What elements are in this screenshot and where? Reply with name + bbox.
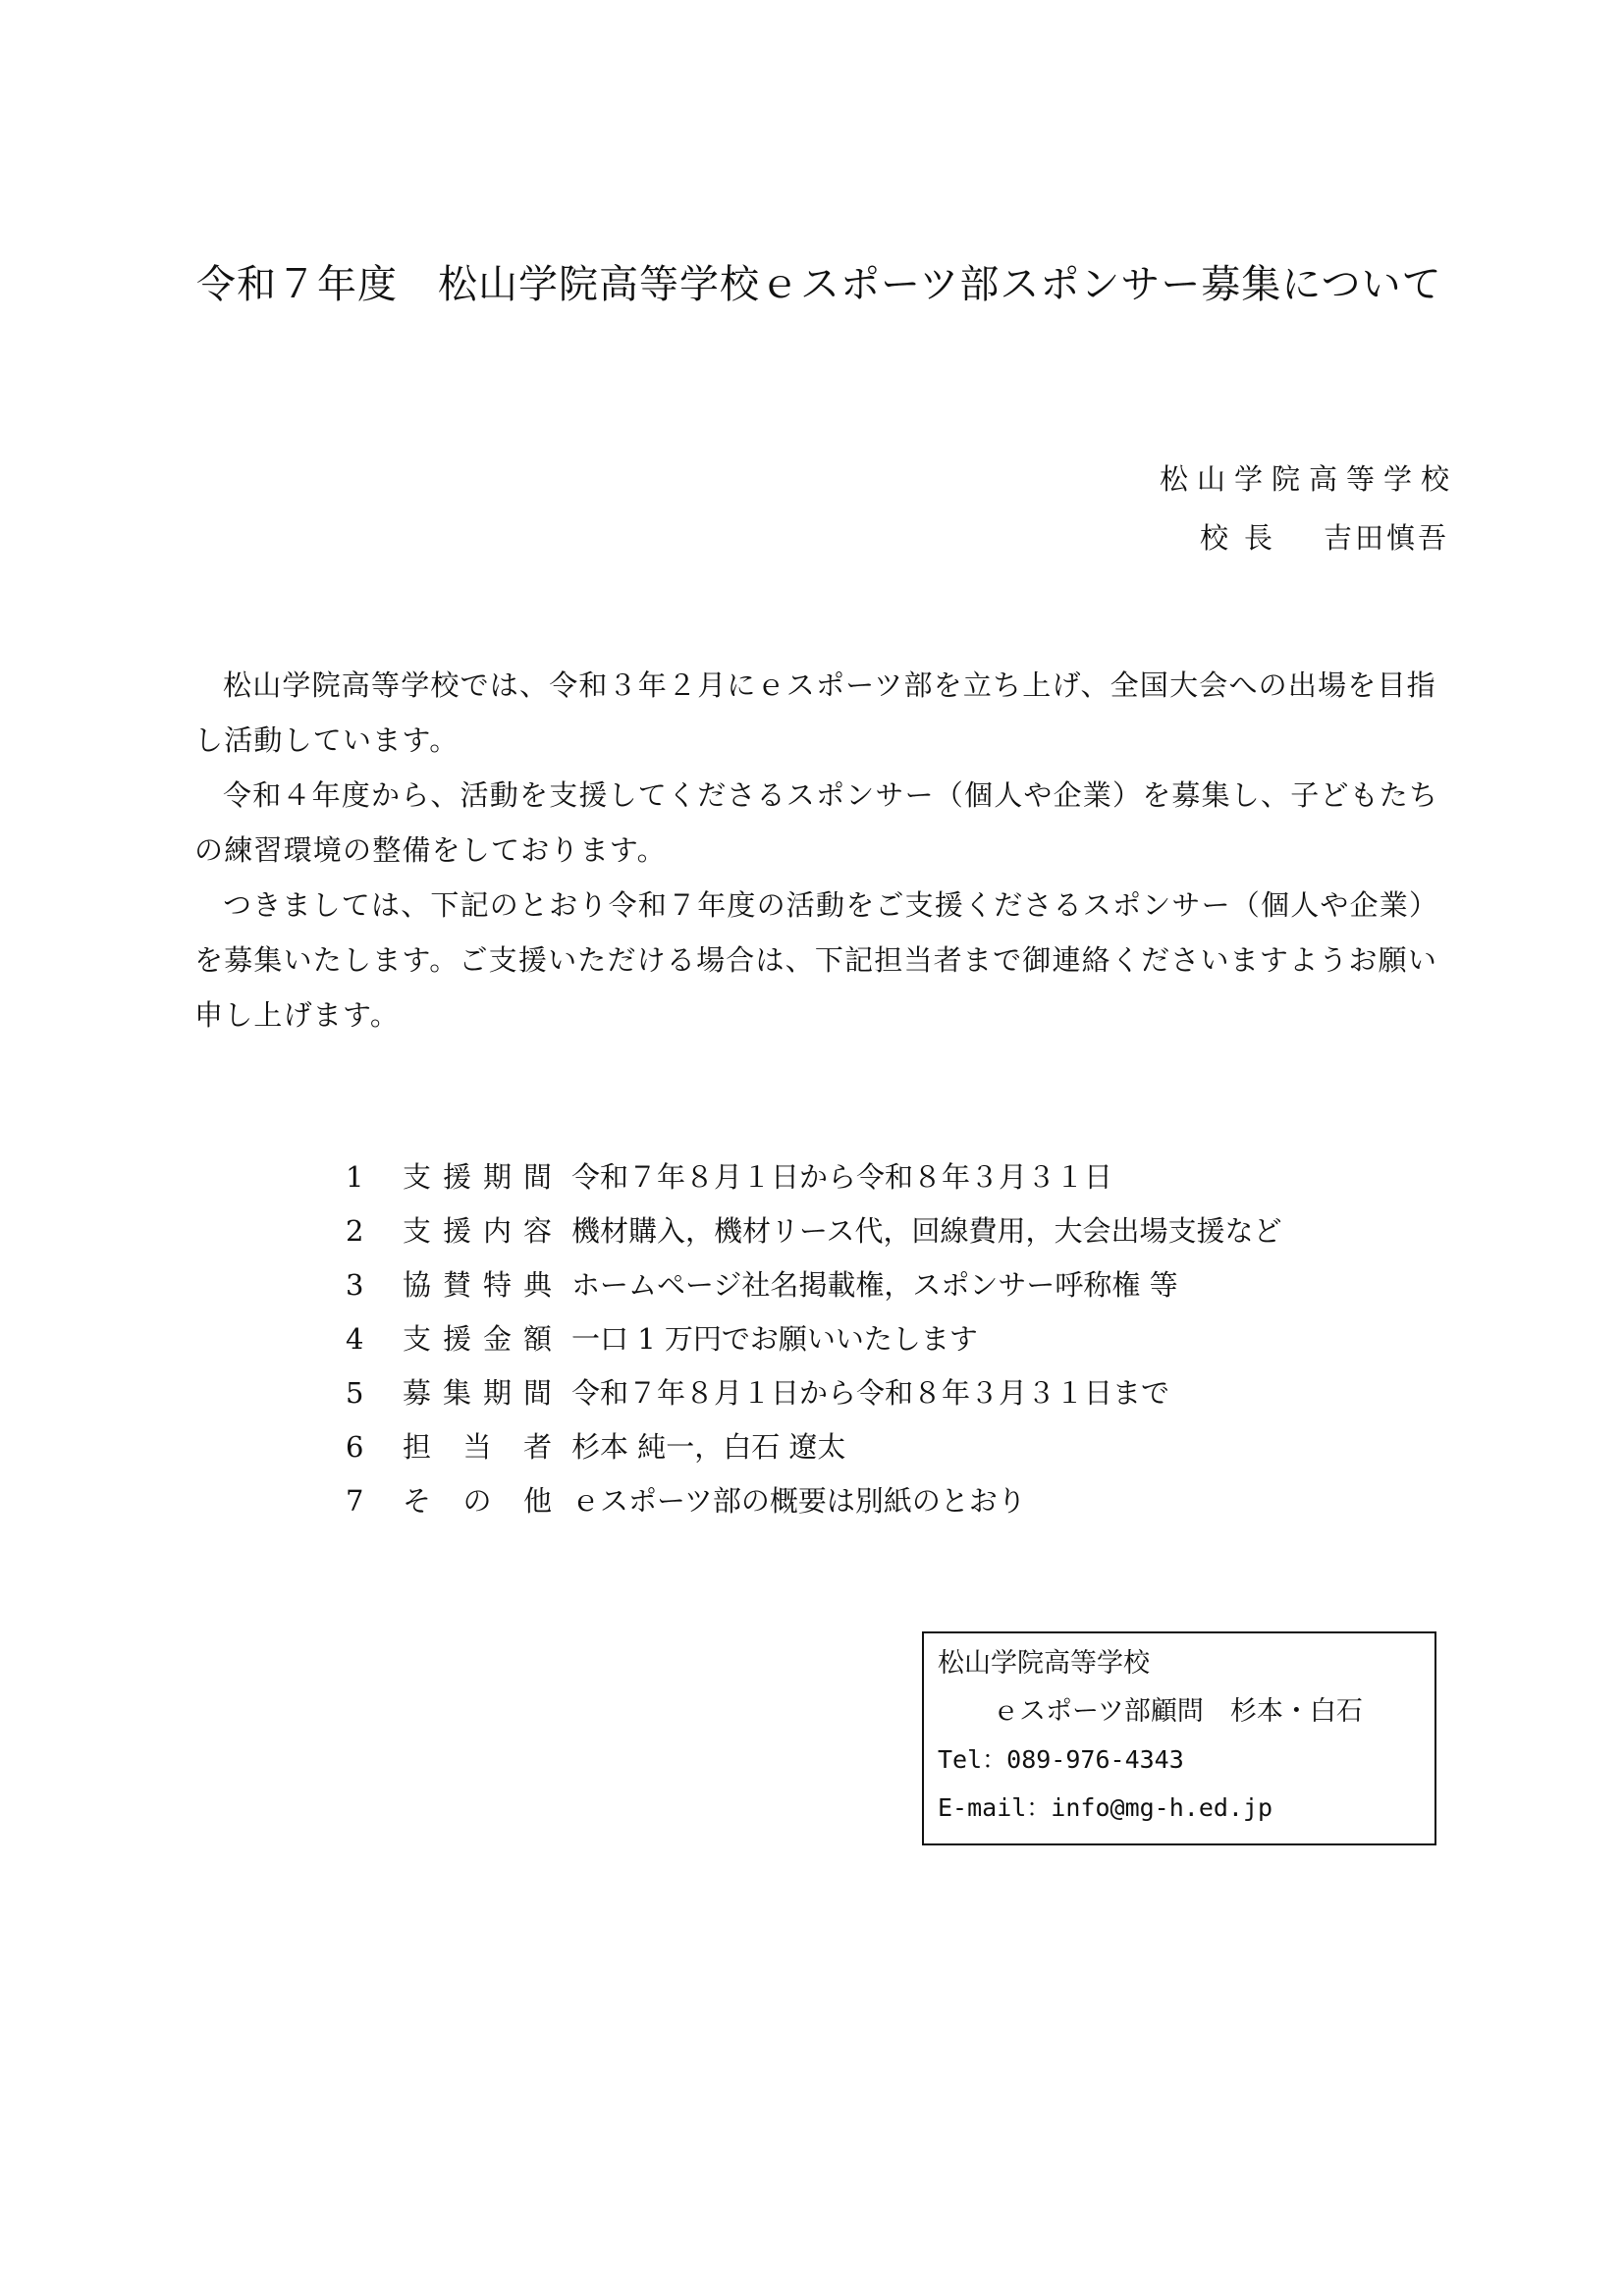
contact-tel: Tel：089-976-4343 [938, 1745, 1184, 1774]
paragraph: つきましては、下記のとおり令和７年度の活動をご支援くださるスポンサー（個人や企業）を募集いたします。ご支援いただける場合は、下記担当者まで御連絡くださいますようお願い申し上げます。 [194, 888, 1439, 1032]
detail-list [346, 1150, 1282, 1528]
item-number: 2 [346, 1214, 364, 1248]
item-value: 杉本 純一，白石 遼太 [571, 1430, 846, 1464]
principal-name: 吉田慎吾 [1323, 521, 1449, 555]
item-number: 1 [346, 1160, 364, 1194]
item-value: 機材購入，機材リース代，回線費用，大会出場支援など [571, 1214, 1282, 1248]
item-value: 令和７年８月１日から令和８年３月３１日 [571, 1160, 1113, 1194]
contact-email: E-mail：info@mg-h.ed.jp [938, 1793, 1273, 1822]
item-label: 支援金額 [403, 1322, 552, 1356]
item-number: 4 [346, 1322, 364, 1356]
item-value: 一口 1 万円でお願いいたします [571, 1322, 978, 1356]
list-item [346, 1366, 1282, 1420]
list-item [346, 1258, 1282, 1312]
list-item [346, 1204, 1282, 1258]
list-item [346, 1420, 1282, 1474]
item-label: 協賛特典 [403, 1268, 552, 1302]
contact-school: 松山学院高等学校 [938, 1648, 1150, 1679]
contact-box [922, 1631, 1436, 1845]
item-number: 3 [346, 1268, 364, 1302]
item-number: 6 [346, 1430, 364, 1464]
list-item [346, 1312, 1282, 1366]
sender-principal [1160, 508, 1449, 567]
item-value: ホームページ社名掲載権，スポンサー呼称権 等 [571, 1268, 1178, 1302]
item-value: ｅスポーツ部の概要は別紙のとおり [571, 1484, 1026, 1518]
paragraph: 令和４年度から、活動を支援してくださるスポンサー（個人や企業）を募集し、子どもたちの練習環境の整備をしております。 [194, 778, 1439, 867]
item-number: 5 [346, 1376, 364, 1410]
list-item [346, 1474, 1282, 1528]
item-label: 募集期間 [403, 1376, 552, 1410]
principal-role: 校長 [1199, 521, 1288, 555]
item-label: その他 [403, 1484, 552, 1518]
item-number: 7 [346, 1484, 364, 1518]
list-item [346, 1150, 1282, 1204]
item-value: 令和７年８月１日から令和８年３月３１日まで [571, 1376, 1170, 1410]
sender-block [1159, 450, 1458, 567]
item-label: 支援内容 [403, 1214, 552, 1248]
item-label: 担当者 [403, 1430, 552, 1464]
contact-advisor: ｅスポーツ部顧問 杉本・白石 [993, 1696, 1363, 1727]
sender-school: 松山学院高等学校 [1159, 462, 1458, 496]
body-text [194, 658, 1461, 1042]
paragraph: 松山学院高等学校では、令和３年２月にｅスポーツ部を立ち上げ、全国大会への出場を目指し活動しています。 [194, 668, 1436, 757]
page-title: 令和７年度 松山学院高等学校ｅスポーツ部スポンサー募集について [196, 262, 1442, 307]
item-label: 支援期間 [403, 1160, 552, 1194]
